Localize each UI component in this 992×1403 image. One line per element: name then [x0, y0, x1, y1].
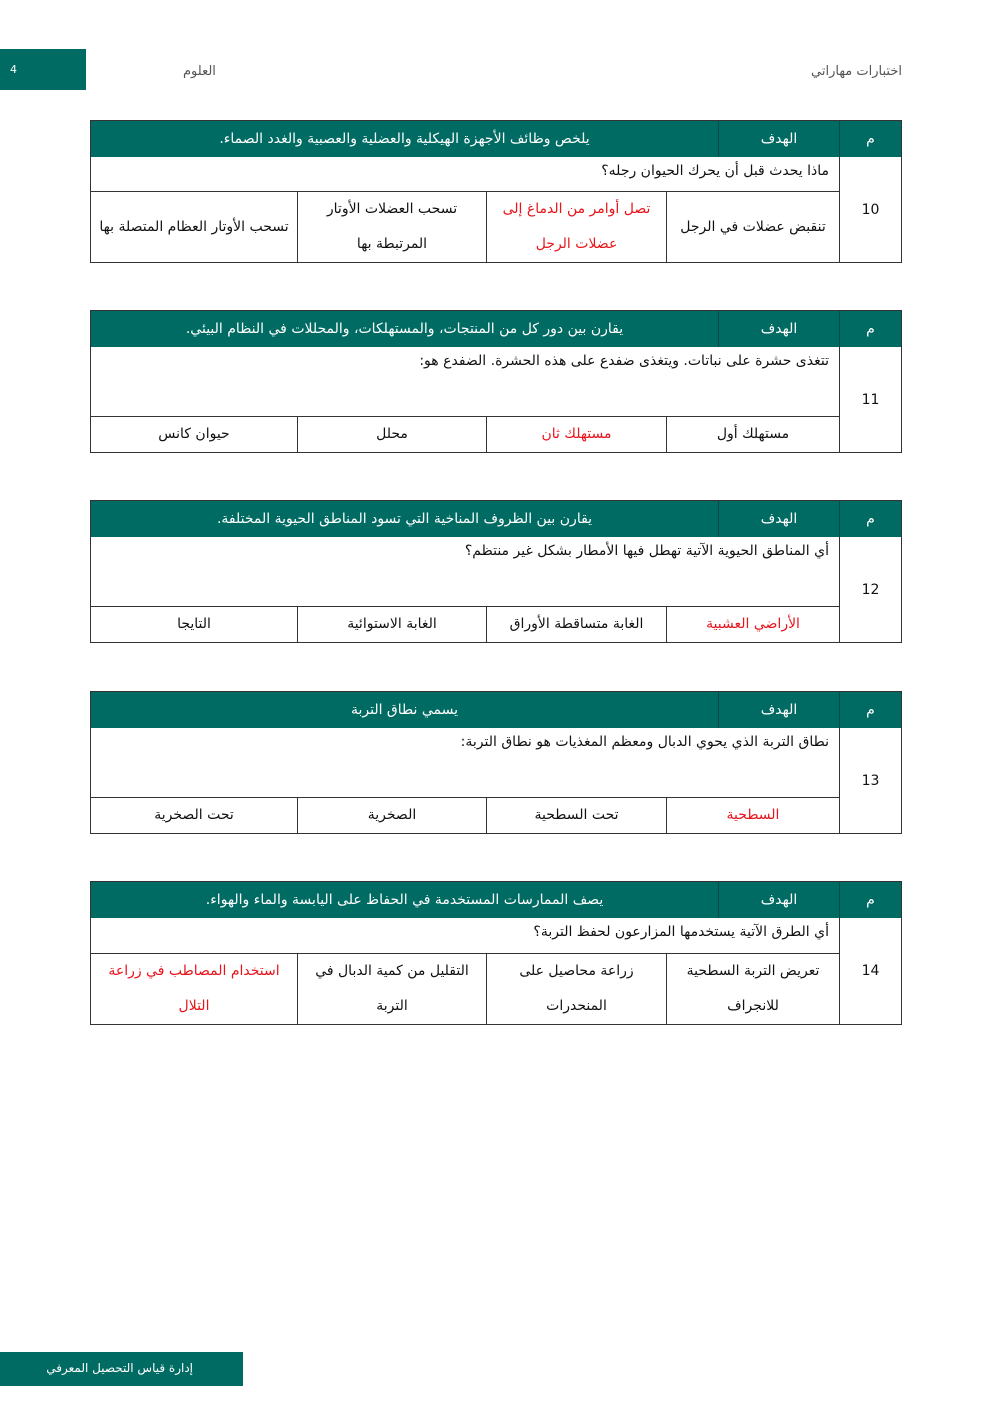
objective-text: يقارن بين دور كل من المنتجات، والمستهلكات، والمحللات في النظام البيئي. — [185, 321, 624, 337]
question-number: 13 — [839, 728, 901, 833]
num-header: م — [839, 501, 901, 537]
option: تحت الصخرية — [154, 807, 234, 823]
option: الصخرية — [297, 798, 486, 833]
num-header: م — [839, 882, 901, 918]
book-title: اختبارات مهاراتي — [811, 64, 902, 79]
correct-option: مستهلك ثان — [486, 417, 666, 452]
option: تسحب العضلات الأوتار المرتبطة بها — [297, 192, 486, 262]
correct-option: الأراضي العشبية — [666, 607, 839, 642]
question-table — [90, 691, 902, 834]
option: مستهلك أول — [666, 417, 839, 452]
question-stem: ماذا يحدث قبل أن يحرك الحيوان رجله؟ — [91, 157, 839, 192]
footer-bar — [0, 1352, 243, 1386]
option: محلل — [297, 417, 486, 452]
goal-header: الهدف — [718, 501, 839, 537]
option: حيوان كانس — [158, 426, 230, 442]
objective-text: يلخص وظائف الأجهزة الهيكلية والعضلية والعصبية والغدد الصماء. — [219, 131, 590, 147]
option: التقليل من كمية الدبال في التربة — [297, 954, 486, 1024]
option: تحت السطحية — [486, 798, 666, 833]
option: زراعة محاصيل على المنحدرات — [486, 954, 666, 1024]
options-row — [91, 192, 839, 262]
objective-text: يقارن بين الظروف المناخية التي تسود المناطق الحيوية المختلفة. — [216, 511, 593, 527]
option: تنقبض عضلات في الرجل — [666, 192, 839, 262]
question-stem: نطاق التربة الذي يحوي الدبال ومعظم المغذيات هو نطاق التربة: — [91, 728, 839, 798]
table-header — [91, 882, 901, 918]
page-number-tab — [0, 49, 86, 90]
question-number: 11 — [839, 347, 901, 452]
question-number: 12 — [839, 537, 901, 642]
goal-header: الهدف — [718, 692, 839, 728]
question-stem: أي الطرق الآتية يستخدمها المزارعون لحفظ التربة؟ — [91, 918, 839, 954]
table-header — [91, 311, 901, 347]
options-row — [91, 798, 839, 833]
option: الغابة الاستوائية — [297, 607, 486, 642]
options-row — [91, 607, 839, 642]
table-header — [91, 692, 901, 728]
subject-label: العلوم — [183, 64, 216, 79]
question-number: 14 — [839, 918, 901, 1024]
table-header — [91, 501, 901, 537]
table-header — [91, 121, 901, 157]
objective-text: يسمي نطاق التربة — [350, 702, 459, 718]
option: التايجا — [177, 616, 211, 632]
question-table — [90, 310, 902, 453]
footer-text: إدارة قياس التحصيل المعرفي — [46, 1361, 193, 1375]
num-header: م — [839, 121, 901, 157]
question-number: 10 — [839, 157, 901, 262]
page-number: 4 — [10, 63, 17, 76]
question-table — [90, 500, 902, 643]
question-table — [90, 881, 902, 1025]
num-header: م — [839, 692, 901, 728]
question-stem: أي المناطق الحيوية الآتية تهطل فيها الأمطار بشكل غير منتظم؟ — [91, 537, 839, 607]
num-header: م — [839, 311, 901, 347]
question-table — [90, 120, 902, 263]
goal-header: الهدف — [718, 882, 839, 918]
goal-header: الهدف — [718, 121, 839, 157]
correct-option: استخدام المصاطب في زراعة التلال — [108, 963, 280, 1014]
correct-option: السطحية — [666, 798, 839, 833]
objective-text: يصف الممارسات المستخدمة في الحفاظ على اليابسة والماء والهواء. — [205, 892, 604, 908]
options-row — [91, 417, 839, 452]
option: الغابة متساقطة الأوراق — [486, 607, 666, 642]
question-stem: تتغذى حشرة على نباتات. ويتغذى ضفدع على هذه الحشرة. الضفدع هو: — [91, 347, 839, 417]
goal-header: الهدف — [718, 311, 839, 347]
options-row — [91, 954, 839, 1024]
option: تسحب الأوتار العظام المتصلة بها — [99, 218, 289, 235]
option: تعريض التربة السطحية للانجراف — [666, 954, 839, 1024]
correct-option: تصل أوامر من الدماغ إلى عضلات الرجل — [486, 192, 666, 262]
